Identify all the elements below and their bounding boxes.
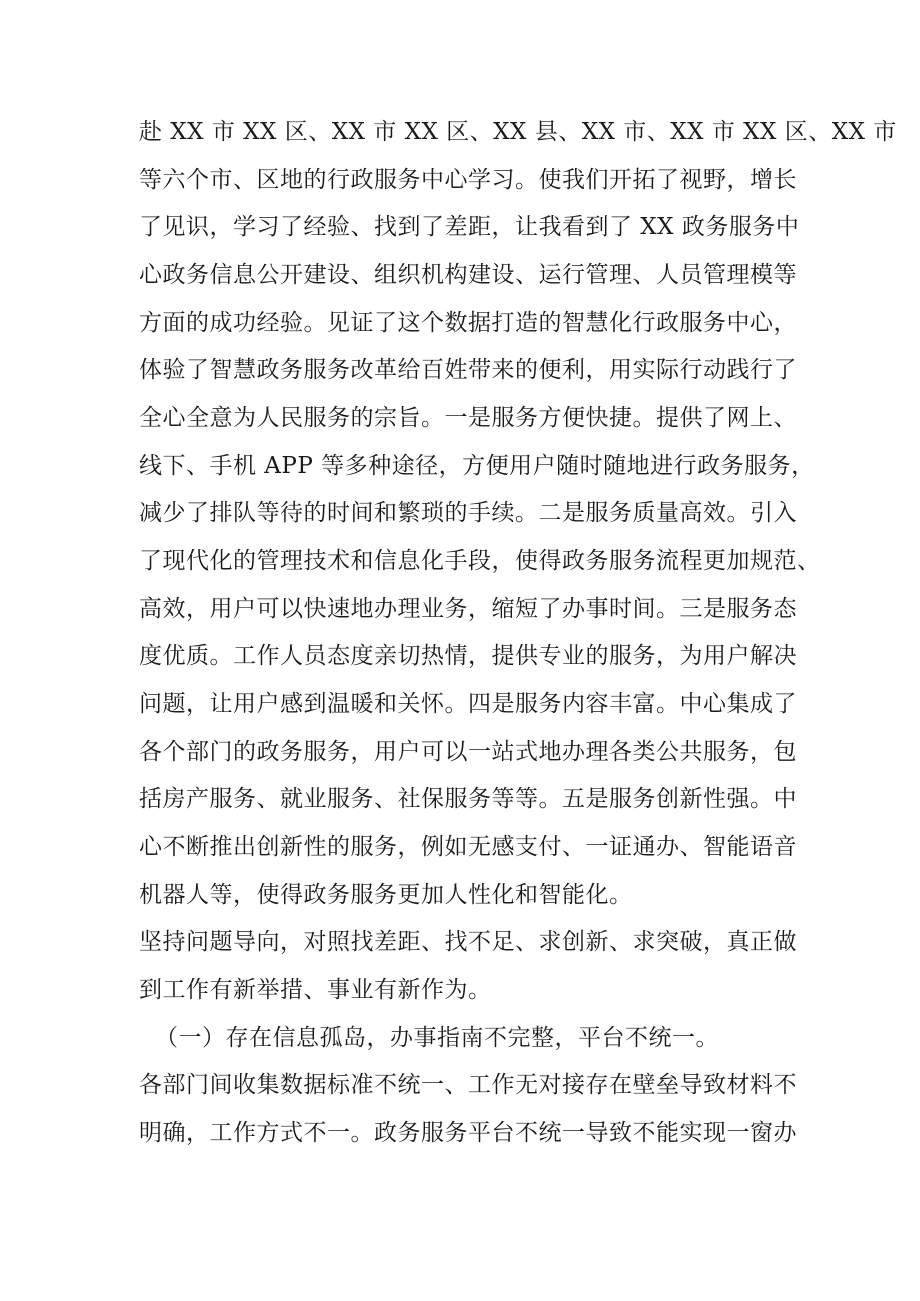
- text-line-17: 机器人等，使得政务服务更加人性化和智能化。: [139, 882, 633, 908]
- text-line-18: 坚持问题导向，对照找差距、找不足、求创新、求突破，真正做: [139, 929, 797, 955]
- text-line-12: 度优质。工作人员态度亲切热情，提供专业的服务，为用户解决: [139, 643, 797, 669]
- text-line-21: 各部门间收集数据标准不统一、工作无对接存在壁垒导致材料不: [139, 1072, 797, 1098]
- text-line-8: 线下、手机 APP 等多种途径，方便用户随时随地进行政务服务，: [139, 453, 815, 479]
- text-line-3: 了见识，学习了经验、找到了差距，让我看到了 XX 政务服务中: [139, 214, 800, 240]
- text-line-19: 到工作有新举措、事业有新作为。: [139, 977, 492, 1003]
- text-line-7: 全心全意为人民服务的宗旨。一是服务方便快捷。提供了网上、: [139, 405, 797, 431]
- text-line-14: 各个部门的政务服务，用户可以一站式地办理各类公共服务，包: [139, 739, 797, 765]
- text-line-10: 了现代化的管理技术和信息化手段，使得政务服务流程更加规范、: [139, 548, 821, 574]
- section-heading: （一）存在信息孤岛，办事指南不完整，平台不统一。: [155, 1025, 719, 1051]
- text-line-16: 心不断推出创新性的服务，例如无感支付、一证通办、智能语音: [139, 834, 797, 860]
- text-line-2: 等六个市、区地的行政服务中心学习。使我们开拓了视野，增长: [139, 167, 797, 193]
- text-line-1: 赴 XX 市 XX 区、XX 市 XX 区、XX 县、XX 市、XX 市 XX 区、XX 市: [139, 119, 897, 145]
- text-line-13: 问题，让用户感到温暖和关怀。四是服务内容丰富。中心集成了: [139, 691, 797, 717]
- text-line-9: 减少了排队等待的时间和繁琐的手续。二是服务质量高效。引入: [139, 500, 797, 526]
- text-line-4: 心政务信息公开建设、组织机构建设、运行管理、人员管理模等: [139, 262, 797, 288]
- text-line-6: 体验了智慧政务服务改革给百姓带来的便利，用实际行动践行了: [139, 357, 797, 383]
- text-line-5: 方面的成功经验。见证了这个数据打造的智慧化行政服务中心，: [139, 310, 797, 336]
- text-line-22: 明确，工作方式不一。政务服务平台不统一导致不能实现一窗办: [139, 1120, 797, 1146]
- text-line-15: 括房产服务、就业服务、社保服务等等。五是服务创新性强。中: [139, 786, 797, 812]
- text-line-11: 高效，用户可以快速地办理业务，缩短了办事时间。三是服务态: [139, 596, 797, 622]
